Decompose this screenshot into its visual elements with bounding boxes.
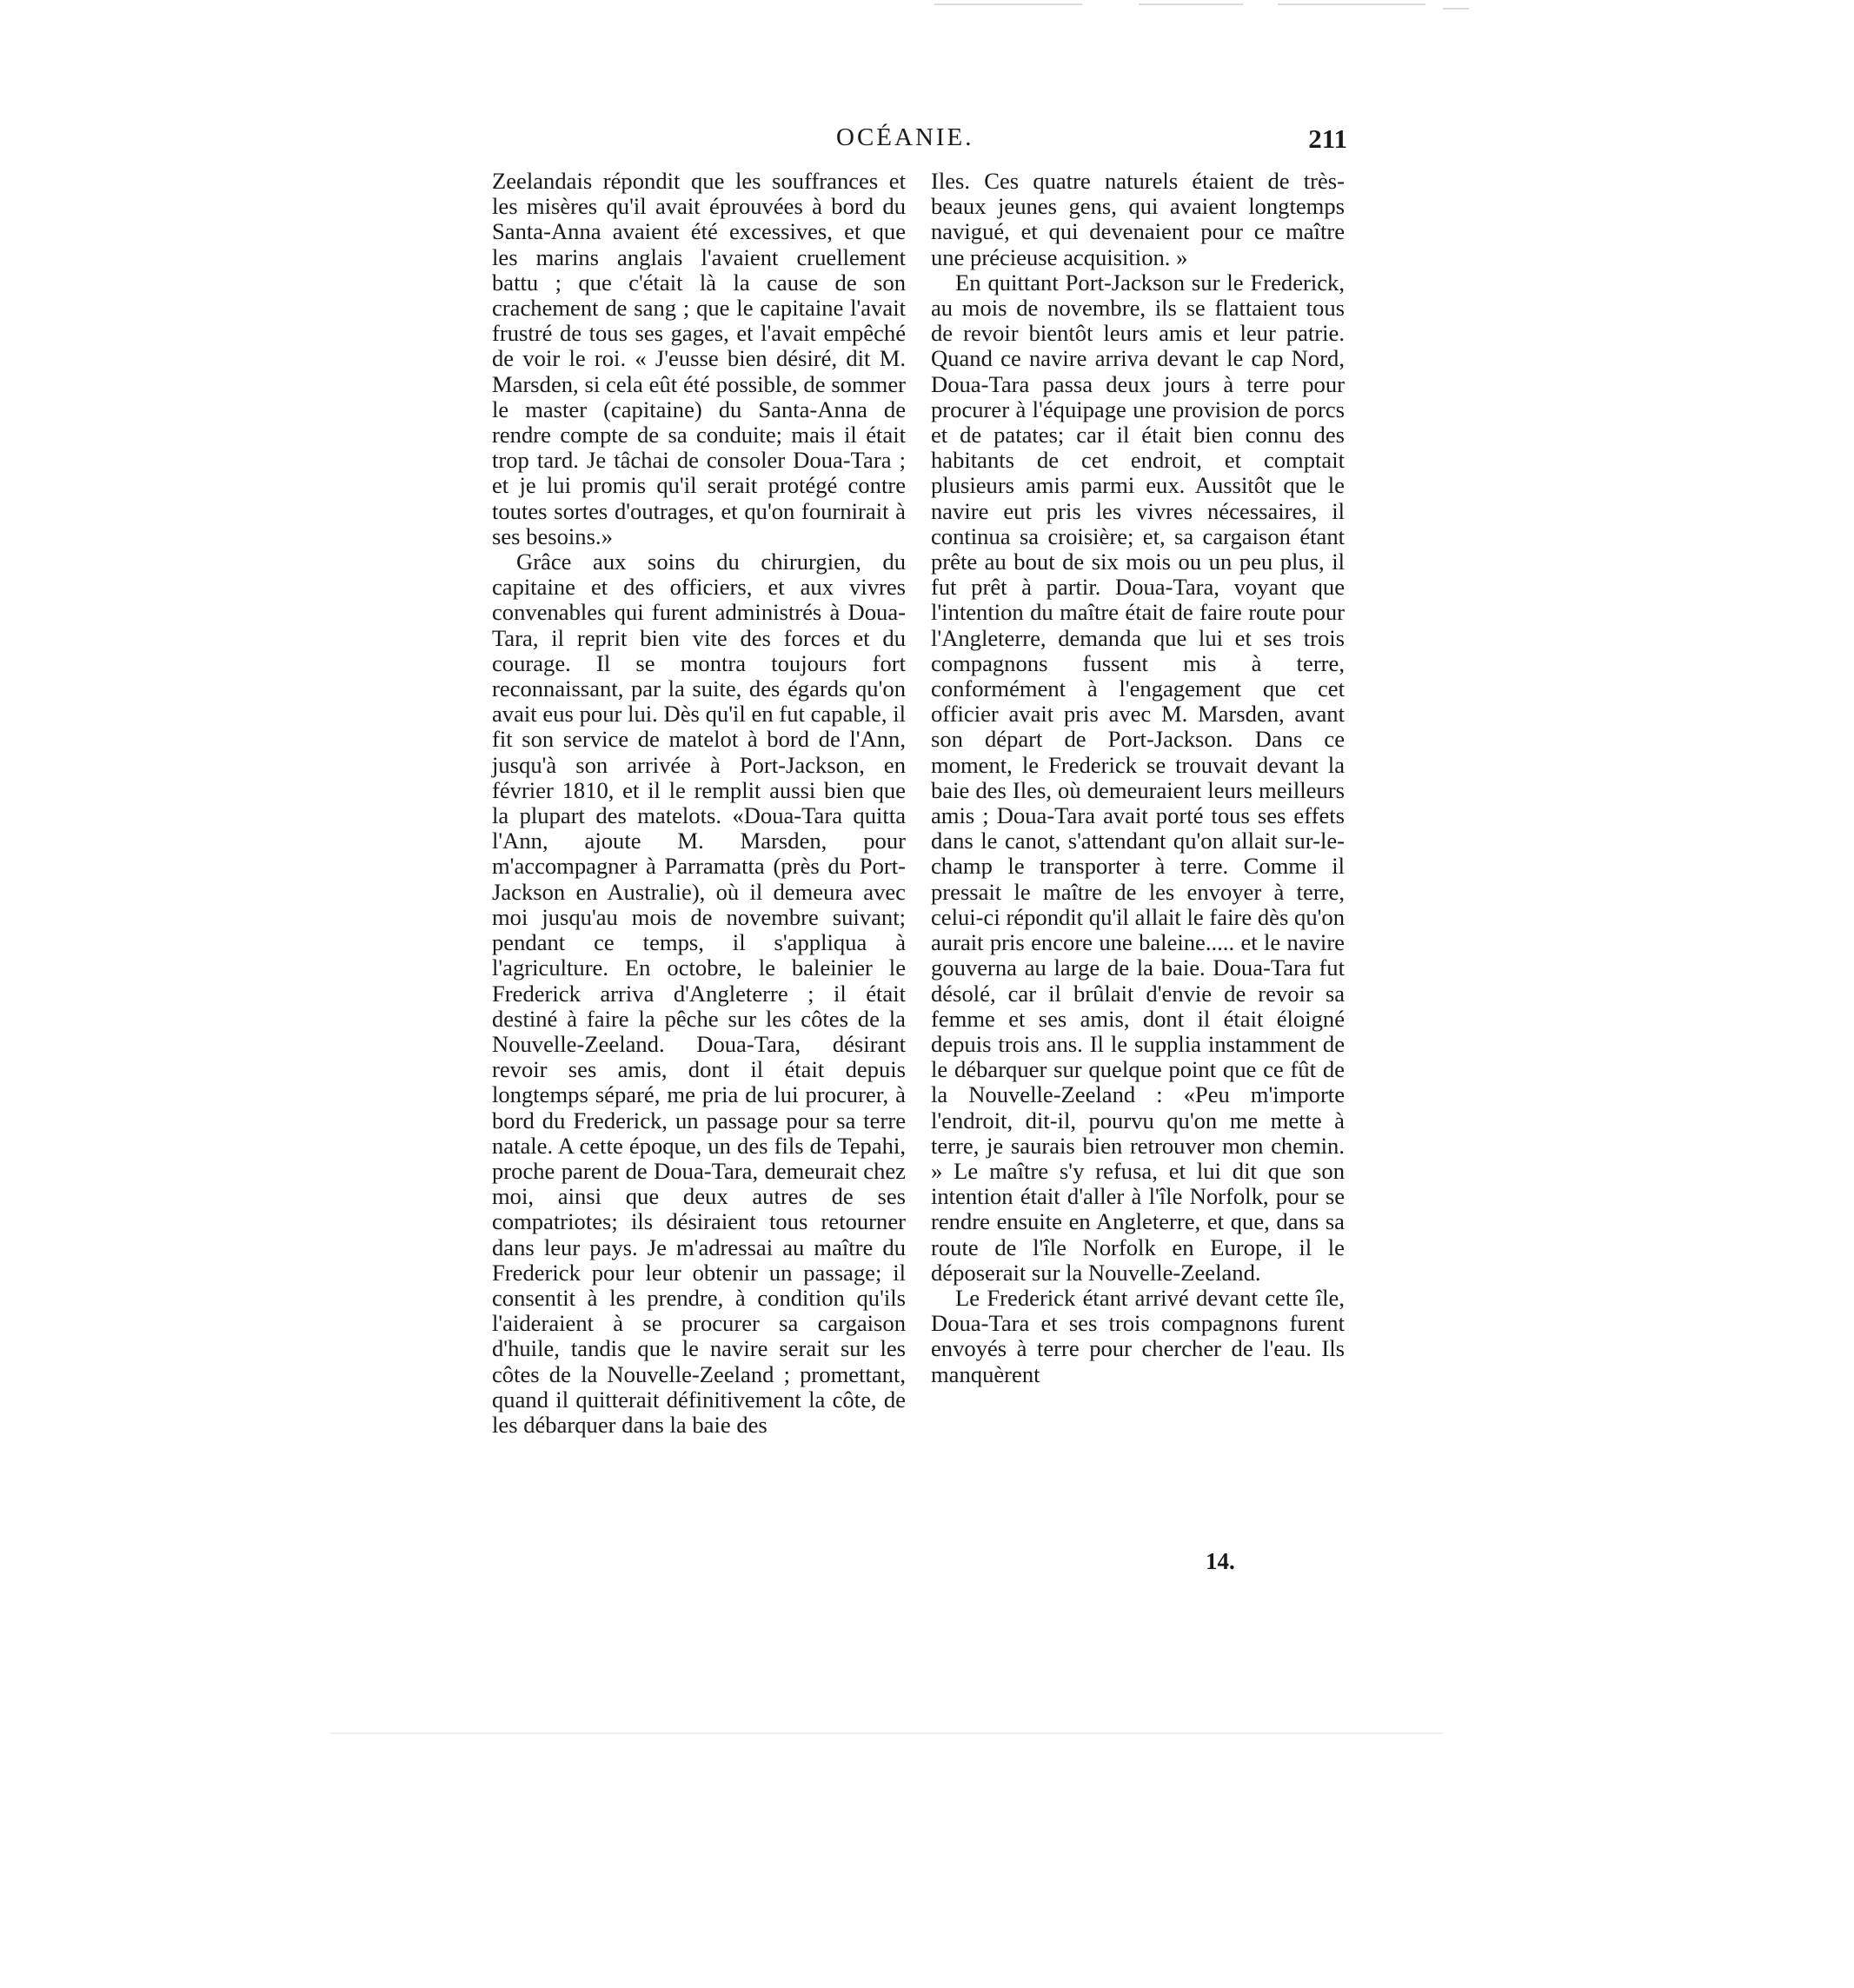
paragraph: En quittant Port-Jackson sur le Frederick, au mois de novembre, ils se flattaient tous de revoir bientôt leurs amis et leur patrie. Quand ce navire arriva devant le cap Nord, Doua-Tara passa deux jours à terre pour procurer à l'équipage une provision de porcs et de patates; car il était bien connu des habitants de cet endroit, et comptait plusieurs amis parmi eux. Aussitôt que le navire eut pris les vivres nécessaires, il continua sa croisière; et, sa cargaison étant prête au bout de six mois ou un peu plus, il fut prêt à partir. Doua-Tara, voyant que l'intention du maître était de faire route pour l'Angleterre, demanda que lui et ses trois compagnons fussent mis à terre, conformément à l'engagement que cet officier avait pris avec M. Marsden, avant son départ de Port-Jackson. Dans ce moment, le Frederick se trouvait devant la baie des Iles, où demeuraient leurs meilleurs amis ; Doua-Tara avait porté tous ses effets dans le canot, s'attendant qu'on allait sur-le-champ le transporter à terre. Comme il pressait le maître de les envoyer à terre, celui-ci répondit qu'il allait le faire dès qu'on aurait pris encore une baleine..... et le navire gouverna au large de la baie. Doua-Tara fut désolé, car il brûlait d'envie de revoir sa femme et ses amis, dont il était éloigné depuis trois ans. Il le supplia instamment de le débarquer sur quelque point que ce fût de la Nouvelle-Zeeland : «Peu m'importe l'endroit, dit-il, pourvu qu'on me mette à terre, je saurais bien retrouver mon chemin. » Le maître s'y refusa, et lui dit que son intention était d'aller à l'île Norfolk, pour se rendre ensuite en Angleterre, et que, dans sa route de l'île Norfolk en Europe, il le déposerait sur la Nouvelle-Zeeland.: [931, 269, 1345, 1286]
scan-artifact-top: [1443, 8, 1469, 10]
running-title: OCÉANIE.: [836, 123, 974, 151]
scan-artifact-bottom: [330, 1732, 1443, 1734]
left-column: [492, 169, 906, 1438]
page-header: [492, 123, 1352, 158]
scan-artifact-top: [934, 3, 1082, 5]
paragraph: Zeelandais répondit que les souffrances et les misères qu'il avait éprouvées à bord du Santa-Anna avaient été excessives, et que les marins anglais l'avaient cruellement battu ; que c'était là la cause de son crachement de sang ; que le capitaine l'avait frustré de tous ses gages, et l'avait empêché de voir le roi. « J'eusse bien désiré, dit M. Marsden, si cela eût été possible, de sommer le master (capitaine) du Santa-Anna de rendre compte de sa conduite; mais il était trop tard. Je tâchai de consoler Doua-Tara ; et je lui promis qu'il serait protégé contre toutes sortes d'outrages, et qu'on fournirait à ses besoins.»: [492, 168, 906, 549]
paragraph: Le Frederick étant arrivé devant cette île, Doua-Tara et ses trois compagnons furent envoyés à terre pour chercher de l'eau. Ils manquèrent: [931, 1284, 1345, 1387]
right-column: [931, 169, 1345, 1387]
paragraph: Iles. Ces quatre naturels étaient de très-beaux jeunes gens, qui avaient longtemps navigué, et qui devenaient pour ce maître une précieuse acquisition. »: [931, 168, 1345, 270]
scan-artifact-top: [1278, 3, 1425, 5]
paragraph: Grâce aux soins du chirurgien, du capitaine et des officiers, et aux vivres convenables qui furent administrés à Doua-Tara, il reprit bien vite des forces et du courage. Il se montra toujours fort reconnaissant, par la suite, des égards qu'on avait eus pour lui. Dès qu'il en fut capable, il fit son service de matelot à bord de l'Ann, jusqu'à son arrivée à Port-Jackson, en février 1810, et il le remplit aussi bien que la plupart des matelots. «Doua-Tara quitta l'Ann, ajoute M. Marsden, pour m'accompagner à Parramatta (près du Port-Jackson en Australie), où il demeura avec moi jusqu'au mois de novembre suivant; pendant ce temps, il s'appliqua à l'agriculture. En octobre, le baleinier le Frederick arriva d'Angleterre ; il était destiné à faire la pêche sur les côtes de la Nouvelle-Zeeland. Doua-Tara, désirant revoir ses amis, dont il était depuis longtemps séparé, me pria de lui procurer, à bord du Frederick, un passage pour sa terre natale. A cette époque, un des fils de Tepahi, proche parent de Doua-Tara, demeurait chez moi, ainsi que deux autres de ses compatriotes; ils désiraient tous retourner dans leur pays. Je m'adressai au maître du Frederick pour leur obtenir un passage; il consentit à les prendre, à condition qu'ils l'aideraient à se procurer sa cargaison d'huile, tandis que le navire serait sur les côtes de la Nouvelle-Zeeland ; promettant, quand il quitterait définitivement la côte, de les débarquer dans la baie des: [492, 549, 906, 1438]
page-number: 211: [1308, 123, 1347, 154]
signature-mark: 14.: [1206, 1548, 1235, 1574]
scan-artifact-top: [1139, 3, 1243, 5]
